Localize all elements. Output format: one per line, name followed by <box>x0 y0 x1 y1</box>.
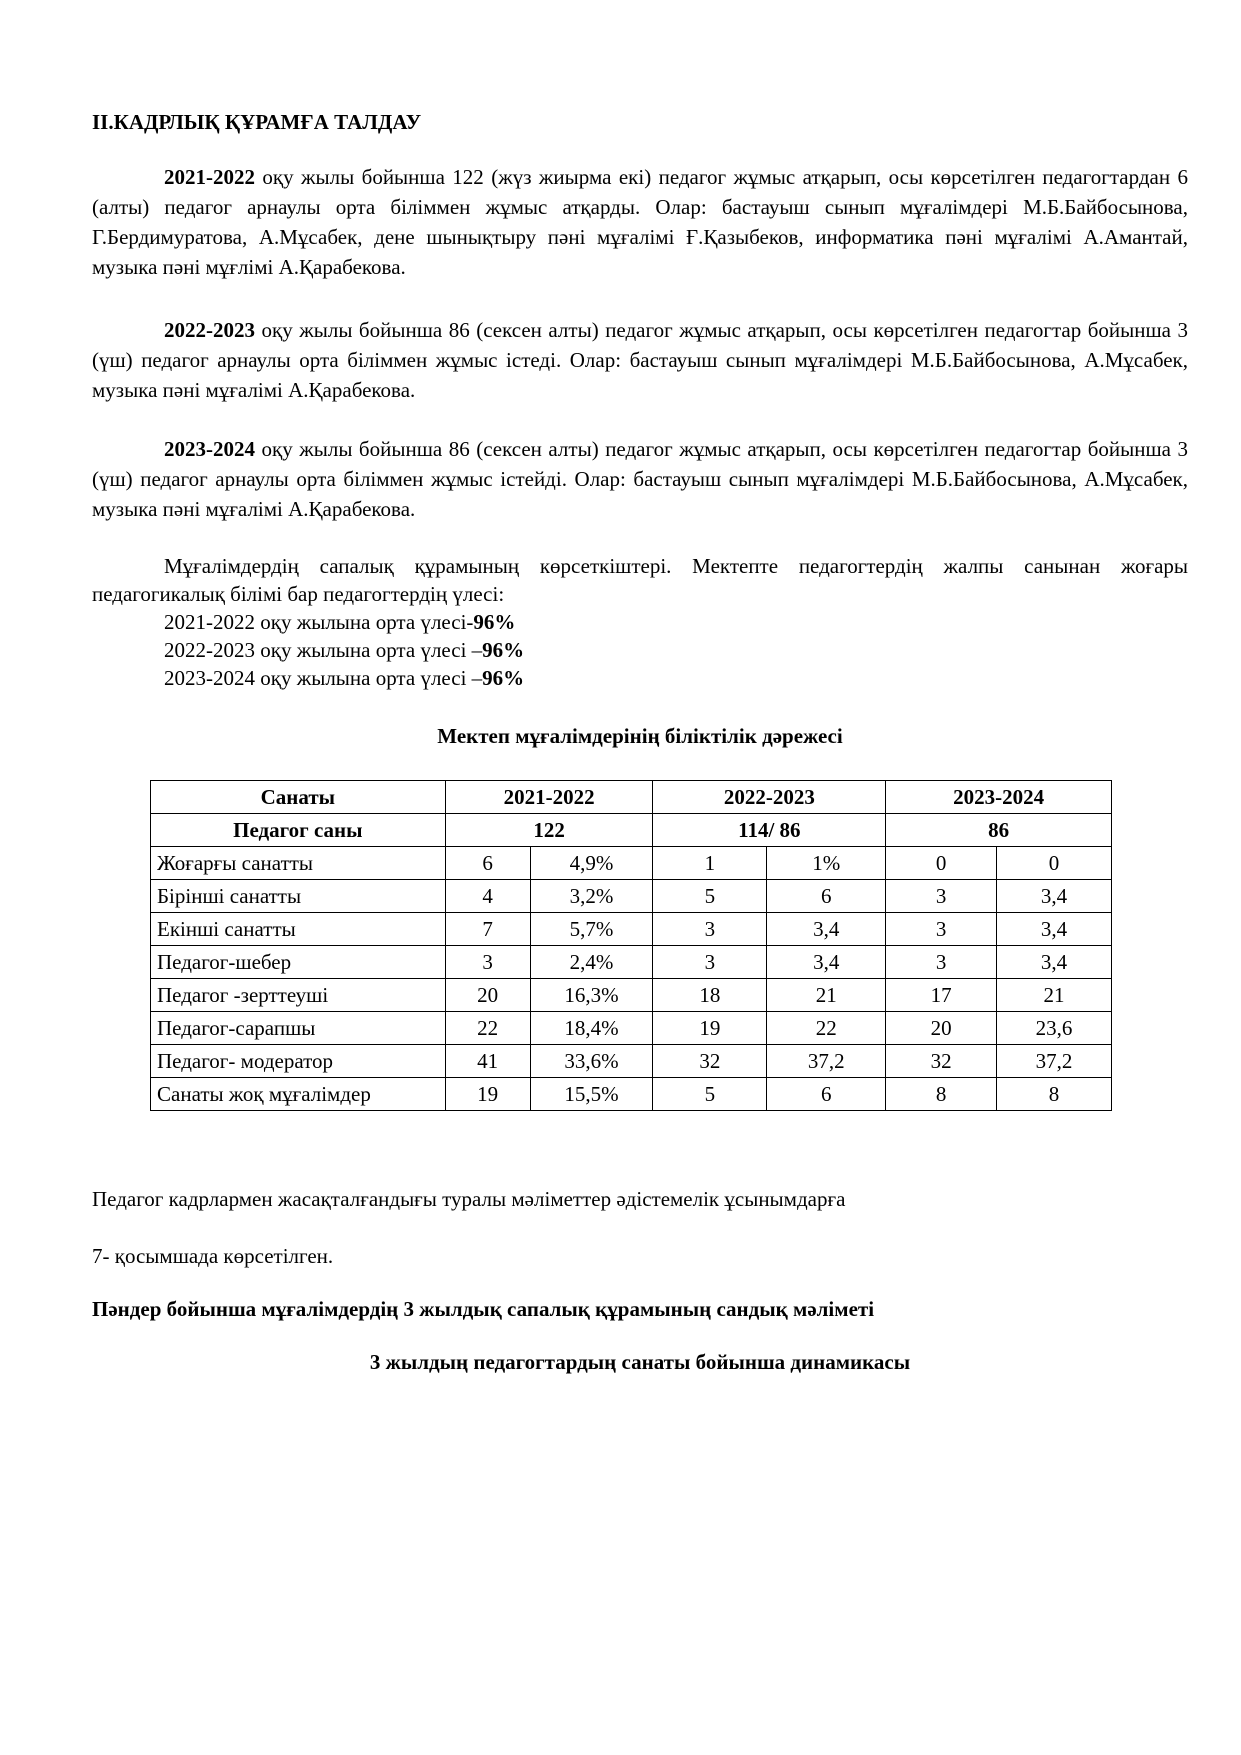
table-body <box>151 847 1112 1111</box>
value-cell: 37,2 <box>767 1045 886 1078</box>
count-cell: 114/ 86 <box>653 814 886 847</box>
table-row <box>151 1078 1112 1111</box>
share-value: 96% <box>482 666 525 690</box>
count-cell: 86 <box>886 814 1112 847</box>
share-value: 96% <box>473 610 516 634</box>
value-cell: 3 <box>445 946 530 979</box>
value-cell: 4 <box>445 880 530 913</box>
value-cell: 3 <box>653 913 767 946</box>
value-cell: 16,3% <box>530 979 653 1012</box>
table-header-row <box>151 781 1112 814</box>
category-cell: Педагог-сарапшы <box>151 1012 446 1045</box>
value-cell: 0 <box>997 847 1112 880</box>
count-cell: Педагог саны <box>151 814 446 847</box>
paragraph-year: 2023-2024 <box>164 437 255 461</box>
table-row <box>151 847 1112 880</box>
paragraph-year: 2021-2022 <box>164 165 255 189</box>
value-cell: 19 <box>653 1012 767 1045</box>
category-cell: Педагог -зерттеуші <box>151 979 446 1012</box>
value-cell: 41 <box>445 1045 530 1078</box>
value-cell: 3 <box>653 946 767 979</box>
value-cell: 1% <box>767 847 886 880</box>
value-cell: 33,6% <box>530 1045 653 1078</box>
value-cell: 5,7% <box>530 913 653 946</box>
value-cell: 32 <box>653 1045 767 1078</box>
value-cell: 3,4 <box>767 913 886 946</box>
header-cell: Санаты <box>151 781 446 814</box>
value-cell: 8 <box>886 1078 997 1111</box>
qualification-table <box>150 780 1112 1111</box>
value-cell: 32 <box>886 1045 997 1078</box>
category-cell: Педагог-шебер <box>151 946 446 979</box>
value-cell: 6 <box>767 1078 886 1111</box>
paragraph-year: 2022-2023 <box>164 318 255 342</box>
value-cell: 20 <box>445 979 530 1012</box>
value-cell: 5 <box>653 1078 767 1111</box>
value-cell: 17 <box>886 979 997 1012</box>
section-heading: ІІ.КАДРЛЫҚ ҚҰРАМҒА ТАЛДАУ <box>92 110 422 134</box>
count-cell: 122 <box>445 814 653 847</box>
category-cell: Санаты жоқ мұғалімдер <box>151 1078 446 1111</box>
value-cell: 3,2% <box>530 880 653 913</box>
value-cell: 6 <box>445 847 530 880</box>
share-line <box>164 636 524 664</box>
table-row <box>151 913 1112 946</box>
category-cell: Жоғарғы санатты <box>151 847 446 880</box>
table-row <box>151 979 1112 1012</box>
value-cell: 8 <box>997 1078 1112 1111</box>
paragraph-2022-2023 <box>92 315 1188 405</box>
value-cell: 5 <box>653 880 767 913</box>
header-cell: 2022-2023 <box>653 781 886 814</box>
table-title: Мектеп мұғалімдерінің біліктілік дәрежесі <box>437 724 843 748</box>
quality-intro: Мұғалімдердің сапалық құрамының көрсеткіштері. Мектепте педагогтердің жалпы санынан жоғары педагогикалық білімі бар педагогтердің үлесі: <box>92 554 1188 606</box>
value-cell: 3,4 <box>767 946 886 979</box>
value-cell: 7 <box>445 913 530 946</box>
category-cell: Бірінші санатты <box>151 880 446 913</box>
paragraph-2023-2024 <box>92 434 1188 524</box>
value-cell: 18,4% <box>530 1012 653 1045</box>
value-cell: 22 <box>445 1012 530 1045</box>
share-line <box>164 608 515 636</box>
value-cell: 23,6 <box>997 1012 1112 1045</box>
value-cell: 3 <box>886 913 997 946</box>
header-cell: 2021-2022 <box>445 781 653 814</box>
subject-heading: Пәндер бойынша мұғалімдердің 3 жылдық сапалық құрамының сандық мәліметі <box>92 1297 875 1321</box>
note-line: 7- қосымшада көрсетілген. <box>92 1244 334 1268</box>
value-cell: 3 <box>886 880 997 913</box>
value-cell: 20 <box>886 1012 997 1045</box>
value-cell: 18 <box>653 979 767 1012</box>
value-cell: 0 <box>886 847 997 880</box>
value-cell: 6 <box>767 880 886 913</box>
value-cell: 4,9% <box>530 847 653 880</box>
paragraph-text: оқу жылы бойынша 86 (сексен алты) педагог жұмыс атқарып, осы көрсетілген педагогтар бойынша 3 (үш) педагог арнаулы орта біліммен жұмыс істеді. Олар: бастауыш сынып мұғалімдері М.Б.Байбосынова, А.Мұсабек, музыка пәні мұғалімі А.Қарабекова. <box>92 318 1188 402</box>
note-line: Педагог кадрлармен жасақталғандығы туралы мәліметтер әдістемелік ұсынымдарға <box>92 1187 846 1211</box>
paragraph-2021-2022 <box>92 162 1188 282</box>
share-line <box>164 664 524 692</box>
header-cell: 2023-2024 <box>886 781 1112 814</box>
share-value: 96% <box>482 638 525 662</box>
table-count-row <box>151 814 1112 847</box>
value-cell: 19 <box>445 1078 530 1111</box>
table-row <box>151 1045 1112 1078</box>
value-cell: 3,4 <box>997 913 1112 946</box>
paragraph-text: оқу жылы бойынша 86 (сексен алты) педагог жұмыс атқарып, осы көрсетілген педагогтар бойынша 3 (үш) педагог арнаулы орта біліммен жұмыс істейді. Олар: бастауыш сынып мұғалімдері М.Б.Байбосынова, А.Мұсабек, музыка пәні мұғалімі А.Қарабекова. <box>92 437 1188 521</box>
table-row <box>151 880 1112 913</box>
value-cell: 22 <box>767 1012 886 1045</box>
value-cell: 3,4 <box>997 946 1112 979</box>
value-cell: 3,4 <box>997 880 1112 913</box>
paragraph-text: оқу жылы бойынша 122 (жүз жиырма екі) педагог жұмыс атқарып, осы көрсетілген педагогтардан 6 (алты) педагог арнаулы орта біліммен жұмыс атқарды. Олар: бастауыш сынып мұғалімдері М.Б.Байбосынова, Г.Бердимуратова, А.Мұсабек, дене шынықтыру пәні мұғалімі Ғ.Қазыбеков, информатика пәні мұғалімі А.Амантай, музыка пәні мұғлімі А.Қарабекова. <box>92 165 1188 279</box>
share-label: 2021-2022 оқу жылына орта үлесі- <box>164 610 474 634</box>
value-cell: 2,4% <box>530 946 653 979</box>
value-cell: 21 <box>767 979 886 1012</box>
share-label: 2022-2023 оқу жылына орта үлесі – <box>164 638 483 662</box>
dynamics-heading: 3 жылдың педагогтардың санаты бойынша динамикасы <box>369 1350 911 1374</box>
category-cell: Екінші санатты <box>151 913 446 946</box>
value-cell: 37,2 <box>997 1045 1112 1078</box>
category-cell: Педагог- модератор <box>151 1045 446 1078</box>
value-cell: 15,5% <box>530 1078 653 1111</box>
value-cell: 21 <box>997 979 1112 1012</box>
value-cell: 3 <box>886 946 997 979</box>
table-row <box>151 946 1112 979</box>
table-row <box>151 1012 1112 1045</box>
share-label: 2023-2024 оқу жылына орта үлесі – <box>164 666 483 690</box>
value-cell: 1 <box>653 847 767 880</box>
